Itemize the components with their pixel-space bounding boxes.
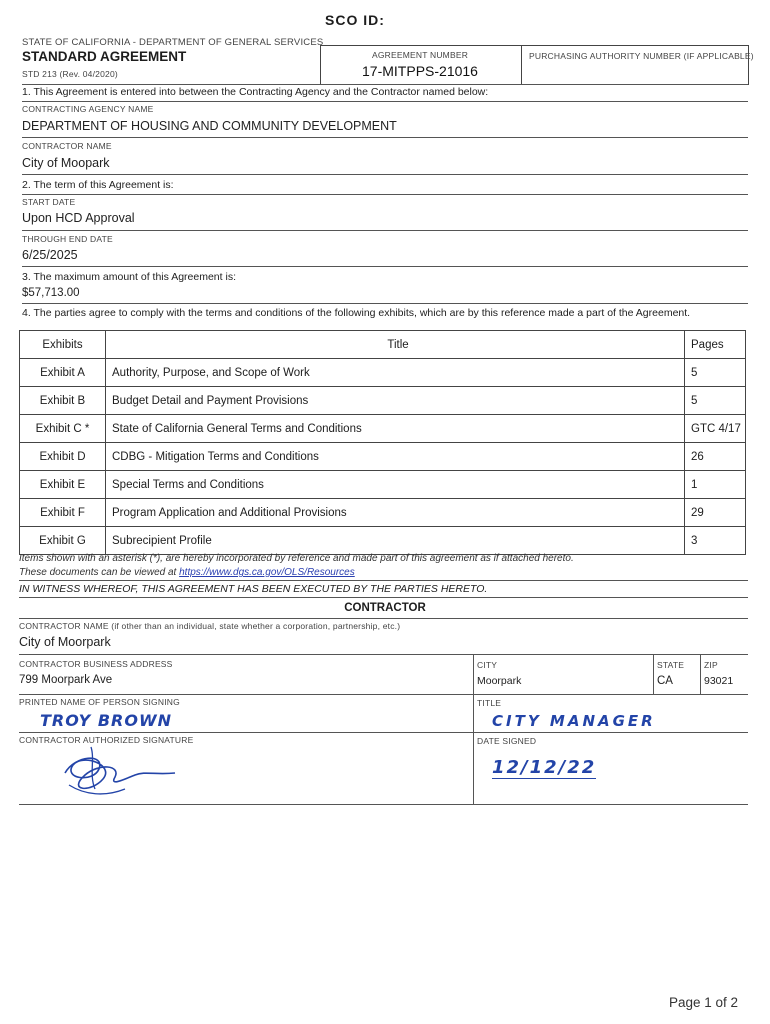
exhibit-pages: 1 [685, 471, 746, 499]
exhibit-id: Exhibit F [20, 499, 106, 527]
state-label: STATE [657, 660, 685, 670]
contractor-name-label: CONTRACTOR NAME (if other than an individual, state whether a corporation, partnership, etc.) [19, 621, 401, 631]
page-number: Page 1 of 2 [669, 995, 739, 1010]
exhibit-title: State of California General Terms and Conditions [106, 415, 685, 443]
exhibit-pages: 26 [685, 443, 746, 471]
form-id: STD 213 (Rev. 04/2020) [22, 69, 118, 79]
table-row [20, 415, 746, 443]
contractor-name-value[interactable]: City of Moorpark [19, 635, 111, 649]
start-date-label: START DATE [22, 197, 76, 207]
exhibit-id: Exhibit C * [20, 415, 106, 443]
exhibits-header: Exhibits [20, 331, 106, 359]
section4-text: 4. The parties agree to comply with the terms and conditions of the following exhibits, which are by this reference made a part of the Agreement. [22, 307, 691, 319]
resources-note-text: These documents can be viewed at [19, 567, 177, 578]
table-row [20, 527, 746, 555]
title-header: Title [106, 331, 685, 359]
resources-link[interactable]: https://www.dgs.ca.gov/OLS/Resources [179, 567, 355, 578]
contractor-label: CONTRACTOR NAME [22, 141, 112, 151]
title-label: TITLE [477, 698, 502, 708]
date-signed-value[interactable]: 12/12/22 [492, 757, 597, 778]
printed-name-value[interactable]: TROY BROWN [40, 711, 172, 730]
city-label: CITY [477, 660, 498, 670]
asterisk-note: Items shown with an asterisk (*), are hereby incorporated by reference and made part of this agreement as if attached hereto. [19, 553, 574, 564]
exhibit-id: Exhibit A [20, 359, 106, 387]
resources-note [19, 567, 355, 578]
form-title: STANDARD AGREEMENT [22, 49, 187, 64]
zip-label: ZIP [704, 660, 718, 670]
table-row [20, 387, 746, 415]
date-signed-label: DATE SIGNED [477, 736, 537, 746]
signature-scribble [55, 735, 185, 803]
agency-line: STATE OF CALIFORNIA - DEPARTMENT OF GENERAL SERVICES [22, 37, 324, 48]
printed-name-label: PRINTED NAME OF PERSON SIGNING [19, 697, 180, 707]
end-date-label: THROUGH END DATE [22, 234, 113, 244]
exhibit-id: Exhibit D [20, 443, 106, 471]
table-row [20, 359, 746, 387]
exhibit-pages: 3 [685, 527, 746, 555]
section3-text: 3. The maximum amount of this Agreement is: [22, 271, 236, 283]
exhibit-pages: 5 [685, 359, 746, 387]
state-value[interactable]: CA [657, 675, 673, 687]
agency-name[interactable]: DEPARTMENT OF HOUSING AND COMMUNITY DEVELOPMENT [22, 119, 397, 133]
exhibit-title: Authority, Purpose, and Scope of Work [106, 359, 685, 387]
exhibit-title: Budget Detail and Payment Provisions [106, 387, 685, 415]
agreement-number-label: AGREEMENT NUMBER [371, 50, 469, 60]
table-row [20, 443, 746, 471]
exhibit-title: Subrecipient Profile [106, 527, 685, 555]
pages-header: Pages [685, 331, 746, 359]
exhibit-id: Exhibit G [20, 527, 106, 555]
address-label: CONTRACTOR BUSINESS ADDRESS [19, 659, 173, 669]
table-header-row [20, 331, 746, 359]
section1-text: 1. This Agreement is entered into between the Contracting Agency and the Contractor named below: [22, 86, 489, 98]
agreement-number[interactable]: 17-MITPPS-21016 [362, 63, 478, 79]
city-value[interactable]: Moorpark [477, 675, 522, 687]
contractor-name[interactable]: City of Moopark [22, 156, 110, 170]
rule [22, 84, 748, 85]
agency-label: CONTRACTING AGENCY NAME [22, 104, 154, 114]
exhibits-table [19, 330, 746, 555]
exhibit-id: Exhibit B [20, 387, 106, 415]
exhibit-pages: GTC 4/17 [685, 415, 746, 443]
zip-value[interactable]: 93021 [704, 675, 734, 687]
sco-id-label: SCO ID: [325, 12, 385, 28]
title-value[interactable]: CITY MANAGER [492, 712, 656, 730]
start-date[interactable]: Upon HCD Approval [22, 211, 135, 225]
exhibit-title: CDBG - Mitigation Terms and Conditions [106, 443, 685, 471]
signature-label: CONTRACTOR AUTHORIZED SIGNATURE [19, 735, 194, 745]
witness-statement: IN WITNESS WHEREOF, THIS AGREEMENT HAS BEEN EXECUTED BY THE PARTIES HERETO. [19, 583, 488, 595]
section2-text: 2. The term of this Agreement is: [22, 179, 174, 191]
table-row [20, 471, 746, 499]
exhibit-id: Exhibit E [20, 471, 106, 499]
address-value[interactable]: 799 Moorpark Ave [19, 674, 113, 686]
purchasing-label: PURCHASING AUTHORITY NUMBER (IF APPLICABLE) [529, 51, 754, 61]
contractor-heading: CONTRACTOR [344, 602, 426, 614]
exhibit-pages: 29 [685, 499, 746, 527]
exhibit-title: Special Terms and Conditions [106, 471, 685, 499]
max-amount[interactable]: $57,713.00 [22, 287, 80, 299]
table-row [20, 499, 746, 527]
exhibit-pages: 5 [685, 387, 746, 415]
exhibit-title: Program Application and Additional Provisions [106, 499, 685, 527]
end-date[interactable]: 6/25/2025 [22, 248, 78, 262]
